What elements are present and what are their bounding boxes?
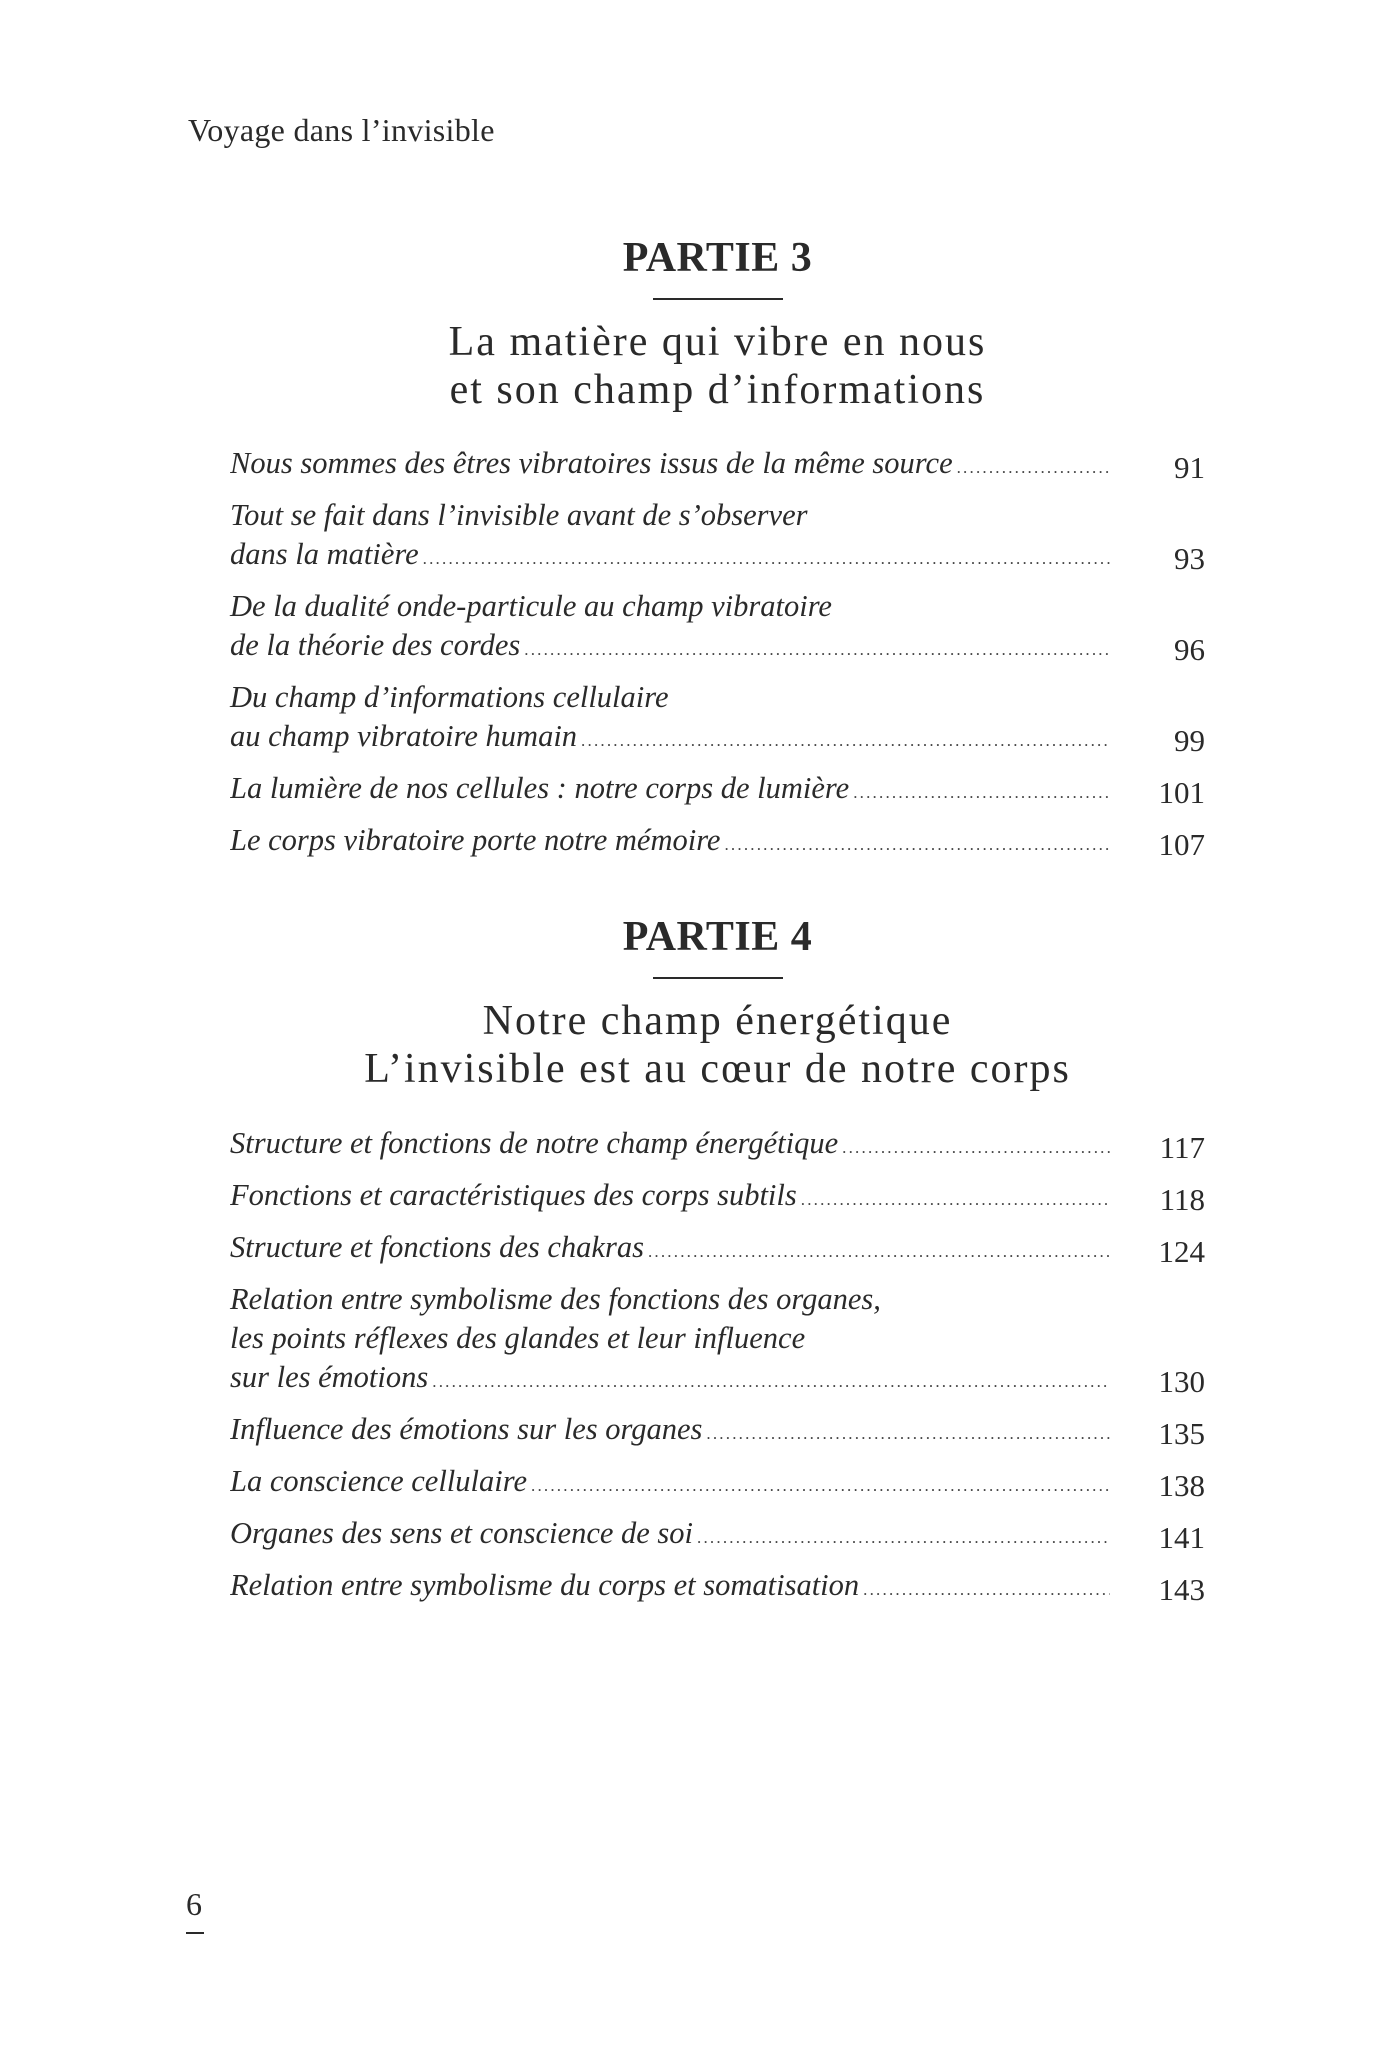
toc-entry[interactable]	[230, 1124, 1205, 1167]
toc-entry[interactable]	[230, 678, 1205, 760]
dot-leader	[527, 1466, 1110, 1505]
running-head: Voyage dans l’invisible	[188, 112, 495, 148]
part-3-heading	[230, 234, 1205, 414]
part-title-line-1: La matière qui vibre en nous	[448, 319, 987, 365]
toc-entry-title: Fonctions et caractéristiques des corps subtils	[230, 1178, 797, 1212]
part-title-line-2: et son champ d’informations	[449, 367, 986, 413]
toc-entry-title: les points réflexes des glandes et leur influence	[230, 1321, 806, 1355]
toc-entry[interactable]	[230, 1462, 1205, 1505]
dot-leader	[419, 539, 1110, 578]
toc-entry-title: Nous sommes des êtres vibratoires issus de la même source	[230, 446, 953, 480]
dot-leader	[849, 773, 1110, 812]
toc-entry-title: dans la matière	[230, 537, 419, 571]
dot-leader	[953, 448, 1110, 487]
toc-entry-title: Relation entre symbolisme des fonctions des organes,	[230, 1282, 881, 1316]
toc-entry-title: La conscience cellulaire	[230, 1464, 527, 1498]
toc-list-part-4	[230, 1124, 1205, 1618]
toc-entry-title: au champ vibratoire humain	[230, 719, 578, 753]
folio-underline	[186, 1932, 204, 1934]
toc-entry[interactable]	[230, 444, 1205, 487]
toc-entry[interactable]	[230, 1410, 1205, 1453]
toc-page-number: 141	[1158, 1520, 1205, 1555]
toc-entry-title: Le corps vibratoire porte notre mémoire	[230, 823, 721, 857]
toc-page-number: 99	[1174, 723, 1205, 758]
toc-entry[interactable]	[230, 1566, 1205, 1609]
toc-entry-title: Structure et fonctions de notre champ énergétique	[230, 1126, 839, 1160]
dot-leader	[859, 1570, 1110, 1609]
dot-leader	[838, 1128, 1110, 1167]
part-title-line-1: Notre champ énergétique	[482, 998, 953, 1044]
toc-page-number: 143	[1158, 1572, 1205, 1607]
toc-page-number: 118	[1159, 1182, 1205, 1217]
toc-entry-title: De la dualité onde-particule au champ vibratoire	[230, 589, 832, 623]
toc-entry[interactable]	[230, 1176, 1205, 1219]
toc-entry[interactable]	[230, 496, 1205, 578]
part-label: PARTIE 4	[622, 914, 813, 960]
toc-page-number: 124	[1158, 1234, 1205, 1269]
toc-entry-title: Influence des émotions sur les organes	[230, 1412, 703, 1446]
toc-page-number: 135	[1158, 1416, 1205, 1451]
toc-entry-title: Structure et fonctions des chakras	[230, 1230, 644, 1264]
dot-leader	[428, 1362, 1110, 1401]
toc-page-number: 91	[1174, 450, 1205, 485]
toc-page-number: 130	[1158, 1364, 1205, 1399]
dot-leader	[693, 1518, 1110, 1557]
toc-entry-title: La lumière de nos cellules : notre corps de lumière	[230, 771, 850, 805]
toc-entry-title: Organes des sens et conscience de soi	[230, 1516, 694, 1550]
toc-entry-title: de la théorie des cordes	[230, 628, 521, 662]
toc-page-number: 107	[1158, 827, 1205, 862]
toc-entry[interactable]	[230, 1228, 1205, 1271]
toc-entry-title: sur les émotions	[230, 1360, 429, 1394]
toc-page-number: 101	[1158, 775, 1205, 810]
dot-leader	[520, 630, 1110, 669]
toc-entry[interactable]	[230, 1280, 1205, 1401]
part-divider	[653, 298, 783, 300]
toc-entry-title: Du champ d’informations cellulaire	[230, 680, 669, 714]
toc-entry[interactable]	[230, 769, 1205, 812]
toc-entry[interactable]	[230, 1514, 1205, 1557]
dot-leader	[577, 721, 1110, 760]
dot-leader	[644, 1232, 1110, 1271]
dot-leader	[720, 825, 1110, 864]
dot-leader	[797, 1180, 1110, 1219]
part-label: PARTIE 3	[622, 235, 813, 281]
toc-entry-title: Tout se fait dans l’invisible avant de s’observer	[230, 498, 808, 532]
toc-entry-title: Relation entre symbolisme du corps et somatisation	[230, 1568, 860, 1602]
page-number: 6	[186, 1886, 202, 1922]
toc-page-number: 117	[1159, 1130, 1205, 1165]
part-title-line-2: L’invisible est au cœur de notre corps	[364, 1046, 1071, 1092]
toc-entry[interactable]	[230, 821, 1205, 864]
toc-page-number: 93	[1174, 541, 1205, 576]
toc-entry[interactable]	[230, 587, 1205, 669]
toc-page-number: 96	[1174, 632, 1205, 667]
toc-list-part-3	[230, 444, 1205, 873]
dot-leader	[702, 1414, 1110, 1453]
part-4-heading	[230, 913, 1205, 1093]
toc-page-number: 138	[1158, 1468, 1205, 1503]
part-divider	[653, 977, 783, 979]
